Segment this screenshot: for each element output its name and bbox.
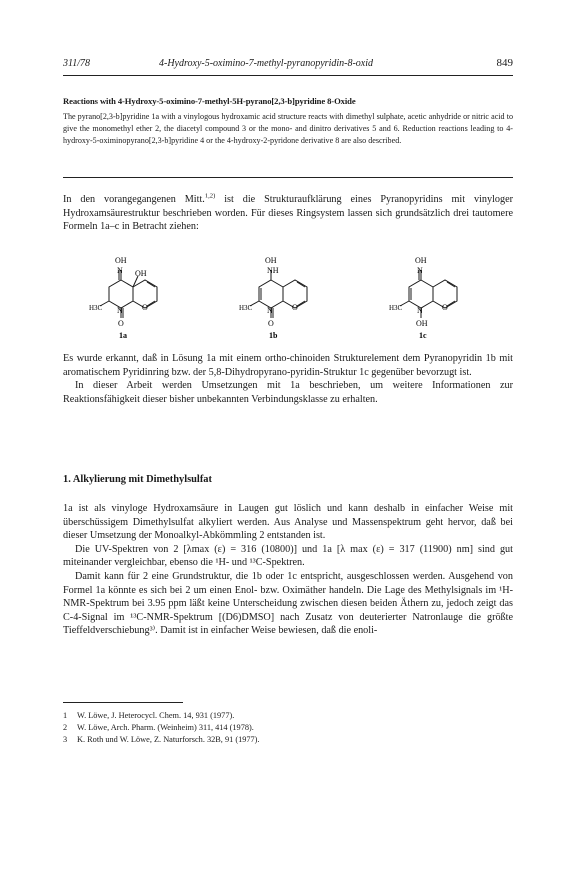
n-oxide-label: O [268,319,274,328]
structure-1b [241,254,351,344]
svg-text:O: O [292,303,298,312]
section-1-paragraph-2: Die UV-Spektren von 2 [λmax (ε) = 316 (10800)] und 1a [λ max (ε) = 317 (11900) nm] sind gut miteinander vergleichbar, ebenso die ¹H- und ¹³C-Spektren. [63,543,513,569]
oh-label-side: OH [135,269,147,278]
abstract-rule [63,177,513,178]
n-oxide-label: O [118,319,124,328]
svg-text:N: N [117,306,123,315]
structure-1c [391,254,501,344]
methyl-label: H3C [389,304,403,312]
page-number: 849 [496,57,513,69]
methyl-label: H3C [239,304,253,312]
journal-volume: 311/78 [63,58,91,69]
n-hydroxy-label: OH [416,319,428,328]
footnote-text: W. Löwe, Arch. Pharm. (Weinheim) 311, 414 (1978). [77,723,254,732]
section-1-paragraph-1: 1a ist als vinyloge Hydroxamsäure in Laugen gut löslich und kann deshalb in einfacher Weise mit überschüssigem Dimethylsulfat alkyliert werden. Aus Analyse und Massenspektrum geht hervor, daß bei dieser Umsetzung der Monoalkyl-Abkömmling 2 entstanden ist. [63,503,513,542]
footnote-text: W. Löwe, J. Heterocycl. Chem. 14, 931 (1977). [77,711,235,720]
intro-text: In den vorangegangenen Mitt. [63,194,205,205]
running-title: 4-Hydroxy-5-oximino-7-methyl-pyranopyridin-8-oxid [159,58,374,69]
structure-1b-drawing [241,254,351,344]
footnote [63,722,513,734]
footnote [63,734,513,746]
structure-1a [91,254,201,344]
oh-label-top: OH [265,256,277,265]
intro-text-cont: ist die Strukturaufklärung eines Pyranopyridins mit vinyloger Hydroxamsäurestruktur beschrieben worden. Für dieses Ringsystem lassen sich grundsätzlich drei tautomere Formeln 1a–c in Betracht ziehen: [63,194,513,233]
svg-text:N: N [267,306,273,315]
oh-label-top: OH [415,256,427,265]
svg-text:N: N [117,266,123,275]
footnote-number: 1 [63,711,68,720]
discussion-paragraph-2: In dieser Arbeit werden Umsetzungen mit 1a beschrieben, um weitere Informationen zur Reaktionsfähigkeit dieser bisher unbekannten Verbindungsklasse zu erhalten. [63,380,513,405]
footnote-number: 3 [63,735,68,744]
oh-label-top: OH [115,256,127,265]
discussion-block [63,352,513,406]
svg-text:O: O [142,303,148,312]
methyl-label: H3C [89,304,103,312]
footnote-number: 2 [63,723,68,732]
abstract-body: The pyrano[2,3-b]pyridine 1a with a vinylogous hydroxamic acid structure reacts with dimethyl sulphate, acetic anhydride or nitric acid to give the monomethyl ether 2, the diacetyl compound 3 or the mono- and dinitro derivatives 5 and 6. Reduction reactions leading to 4-hydroxy-5-oximinopyrano[2,3-b]pyridine 4 or the 4-hydroxy-2-pyridone derivative 8 are also described. [63,112,513,145]
intro-paragraph [63,193,513,234]
footnote [63,710,513,722]
svg-text:N: N [417,306,423,315]
svg-text:N: N [417,266,423,275]
compound-label-1b: 1b [269,331,278,340]
section-heading: 1. Alkylierung mit Dimethylsulfat [63,474,212,485]
section-1-body [63,502,513,638]
compound-label-1a: 1a [119,331,127,340]
discussion-paragraph-1: Es wurde erkannt, daß in Lösung 1a mit einem ortho-chinoiden Strukturelement dem Pyranopyridin 1b mit aromatischem Pyridinring bzw. der 5,8-Dihydropyrano-pyridin-Struktur 1c gegenüber bevorzugt ist. [63,353,513,378]
citation-ref: 1,2) [204,192,216,200]
structure-1c-drawing [391,254,501,344]
svg-text:O: O [442,303,448,312]
footnote-rule [63,702,183,703]
tautomer-structures [83,254,503,344]
abstract-title: Reactions with 4-Hydroxy-5-oximino-7-methyl-5H-pyrano[2,3-b]pyridine 8-Oxide [63,96,356,106]
section-1-paragraph-3: Damit kann für 2 eine Grundstruktur, die 1b oder 1c entspricht, ausgeschlossen werden. Ausgehend von Formel 1a könnte es sich bei 2 um einen Enol- bzw. Oximäther handeln. Die Lage des Methylsignals im ¹H-NMR-Spektrum bei 3.95 ppm läßt keine Unterscheidung zwischen diesen beiden Äthern zu, jedoch zeigt das C-4-Signal im ¹³C-NMR-Spektrum [(D6)DMSO] nach Zusatz von deuterierter Natronlauge die größte Tieffeldverschiebung³⁾. Damit ist in einfacher Weise bewiesen, daß die enoli- [63,570,513,637]
header-rule [63,75,513,76]
running-head [63,58,513,72]
compound-label-1c: 1c [419,331,427,340]
nh-label: NH [267,266,279,275]
footnote-text: K. Roth und W. Löwe, Z. Naturforsch. 32B, 91 (1977). [77,735,260,744]
footnotes [63,710,513,746]
structure-1a-drawing [91,254,201,344]
